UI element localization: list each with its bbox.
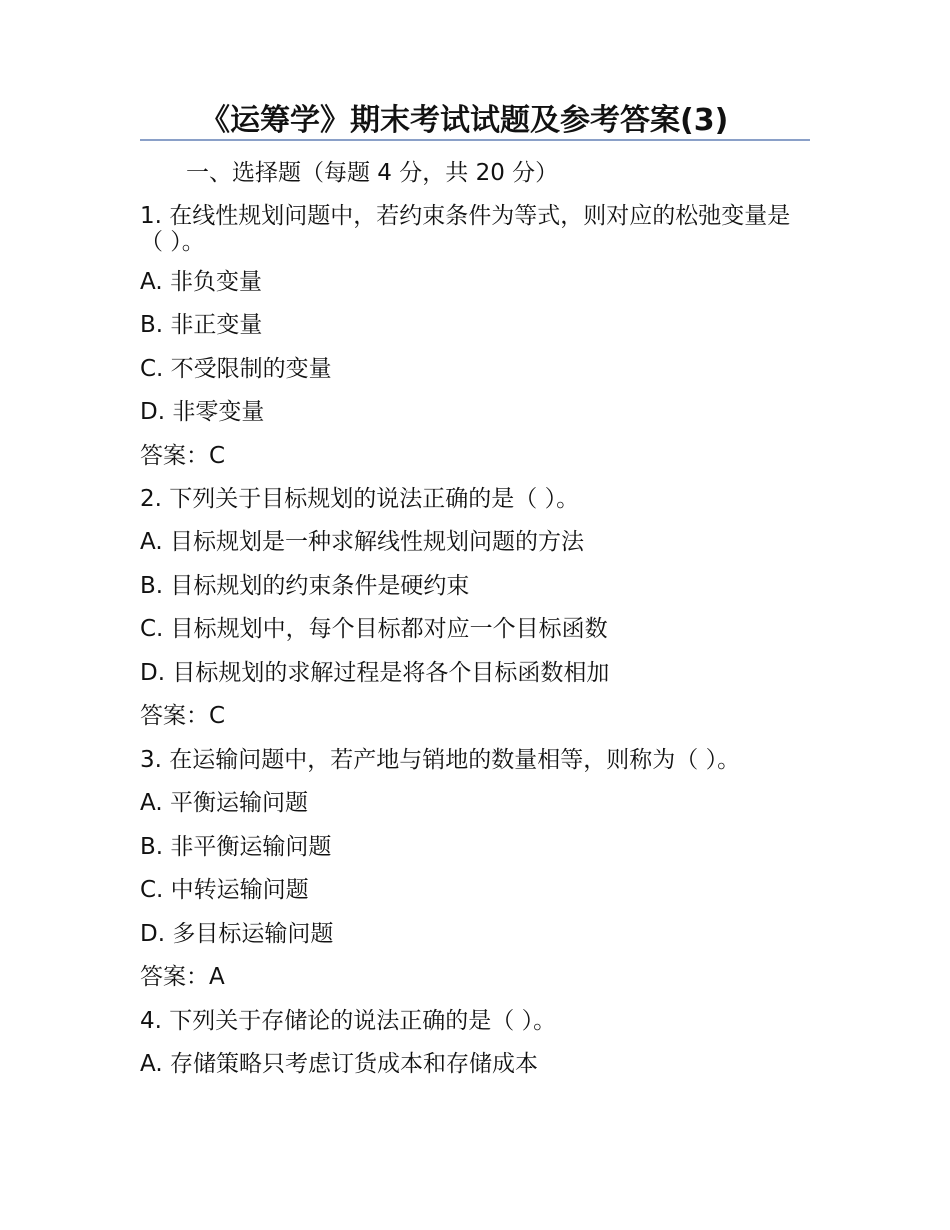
document-title: 《运筹学》期末考试试题及参考答案(3) (200, 103, 729, 138)
question-2-option-d: D. 目标规划的求解过程是将各个目标函数相加 (140, 660, 610, 686)
section-heading: 一、选择题（每题 4 分，共 20 分） (186, 160, 559, 186)
question-2-stem: 2. 下列关于目标规划的说法正确的是（ ）。 (140, 486, 580, 512)
question-3-option-b: B. 非平衡运输问题 (140, 834, 332, 860)
question-2-option-a: A. 目标规划是一种求解线性规划问题的方法 (140, 529, 584, 555)
question-2-answer: 答案：C (140, 703, 226, 729)
question-1-option-b: B. 非正变量 (140, 312, 263, 338)
title-underline (140, 139, 810, 141)
question-3-option-a: A. 平衡运输问题 (140, 790, 308, 816)
question-4-option-a: A. 存储策略只考虑订货成本和存储成本 (140, 1051, 538, 1077)
question-1-answer: 答案：C (140, 443, 226, 469)
question-3-stem: 3. 在运输问题中，若产地与销地的数量相等，则称为（ ）。 (140, 747, 741, 773)
question-2-option-b: B. 目标规划的约束条件是硬约束 (140, 573, 470, 599)
question-1-stem: 1. 在线性规划问题中，若约束条件为等式，则对应的松弛变量是（ ）。 (140, 203, 791, 255)
question-3-option-d: D. 多目标运输问题 (140, 921, 334, 947)
question-3-answer: 答案：A (140, 964, 225, 990)
question-2-option-c: C. 目标规划中，每个目标都对应一个目标函数 (140, 616, 608, 642)
question-1-option-d: D. 非零变量 (140, 399, 265, 425)
question-1-option-c: C. 不受限制的变量 (140, 356, 332, 382)
question-4-stem: 4. 下列关于存储论的说法正确的是（ ）。 (140, 1008, 557, 1034)
question-1-option-a: A. 非负变量 (140, 269, 262, 295)
question-3-option-c: C. 中转运输问题 (140, 877, 309, 903)
